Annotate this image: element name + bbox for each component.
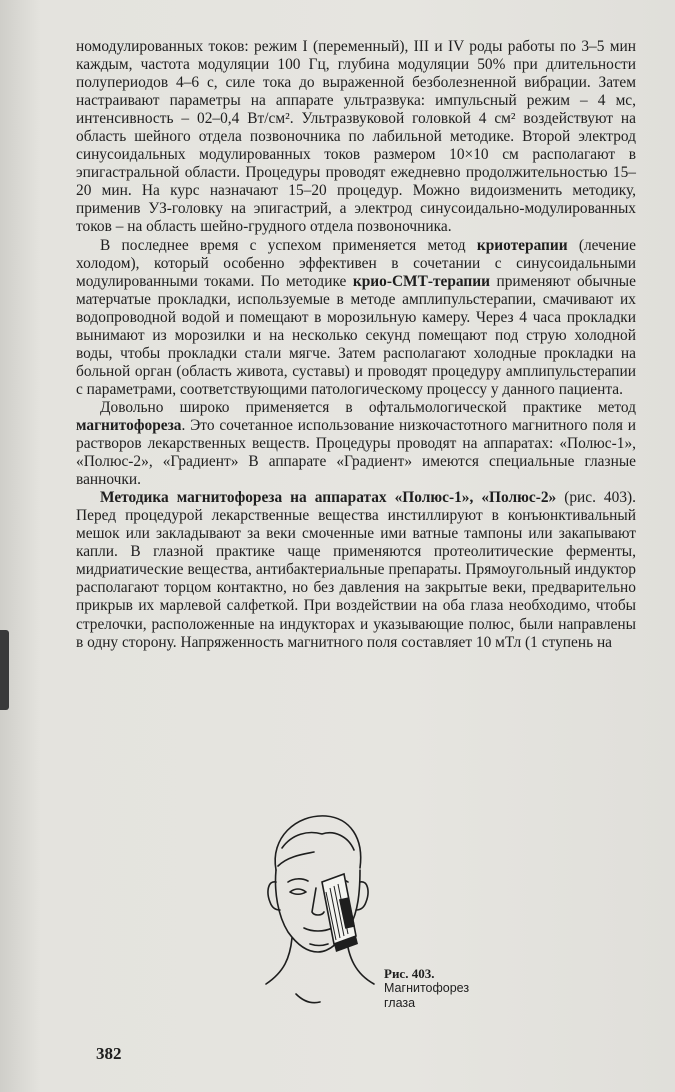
paragraph — [76, 38, 636, 237]
figure-caption — [384, 966, 504, 1011]
paragraph — [76, 237, 636, 399]
inductor-block — [322, 874, 358, 952]
paragraph — [76, 399, 636, 489]
bold-term: крио-СМТ-терапии — [352, 272, 491, 290]
figure-number: Рис. 403. — [384, 966, 435, 981]
bold-term: криотерапии — [476, 236, 568, 254]
text-run: номодулированных токов: режим I (переменный), III и IV роды работы по 3–5 мин каждым, частота модуляции 100 Гц, глубина модуляции 50% при длительности полупериодов 4–6 с, силе тока до выраженной безболезненной вибрации. Затем настраивают параметры на аппарате ультразвука: импульсный режим – 4 мс, интенсивность – 02–0,4 Вт/см². Ультразвуковой головкой 4 см² воздействуют на область шейного отдела позвоночника по лабильной методике. Второй электрод синусоидальных модулированных токов размером 10×10 см располагают в эпигастральной области. Процедуры проводят ежедневно продолжительностью 15–20 мин. На курс назначают 15–20 процедур. Можно видоизменить методику, применив УЗ-головку на эпигастрий, а электрод синусоидально-модулированных токов – на область шейно-грудного отдела позвоночника. — [76, 38, 636, 236]
text-run: (рис. 403). Перед процедурой лекарственные вещества инстиллируют в конъюнктивальный мешок или закладывают за веки смоченные ими ватные тампоны или закапывают капли. В глазной практике чаще применяются протеолитические ферменты, мидриатические вещества, антибактериальные препараты. Прямоугольный индуктор располагают торцом контактно, но без давления на закрытые веки, предварительно прикрыв их марлевой салфеткой. При воздействии на оба глаза необходимо, чтобы стрелочки, расположенные на индукторах и указывающие полюс, были направлены в одну сторону. Напряженность магнитного поля составляет 10 мТл (1 ступень на — [76, 489, 636, 651]
text-run: Довольно широко применяется в офтальмологической практике метод — [100, 398, 636, 416]
binding-shadow — [0, 630, 9, 710]
text-run: . Это сочетанное использование низкочастотного магнитного поля и растворов лекарственных веществ. Процедуры проводят на аппаратах: «Полюс-1», «Полюс-2», «Градиент» В аппарате «Градиент» имеются специальные глазные ванночки. — [76, 416, 636, 489]
figure-caption-line: глаза — [384, 996, 416, 1010]
text-run: применяют обычные матерчатые прокладки, используемые в методе амплипульстерапии, смачивают их водопроводной водой и помещают в морозильную камеру. Через 4 часа прокладки вынимают из морозилки и на несколько секунд помещают под струю холодной воды, чтобы прокладки стали мягче. Затем располагают холодные прокладки на больной орган (область живота, суставы) и проводят процедуру амплипульстерапии с параметрами, соответствующими патологическому процессу у данного пациента. — [76, 272, 636, 398]
text-run: В последнее время с успехом применяется метод — [100, 236, 477, 254]
face-illustration — [248, 808, 378, 1008]
text-run: (лечение холодом), который особенно эффективен в сочетании с синусоидальными модулированными токами. По методике — [76, 236, 636, 290]
page-number: 382 — [96, 1044, 122, 1063]
figure-caption-line: Магнитофорез — [384, 981, 470, 995]
paragraph — [76, 489, 636, 651]
bold-term: Методика магнитофореза на аппаратах «Полюс-1», «Полюс-2» — [100, 489, 557, 507]
body-text — [76, 38, 636, 652]
bold-term: магнитофореза — [76, 416, 182, 434]
